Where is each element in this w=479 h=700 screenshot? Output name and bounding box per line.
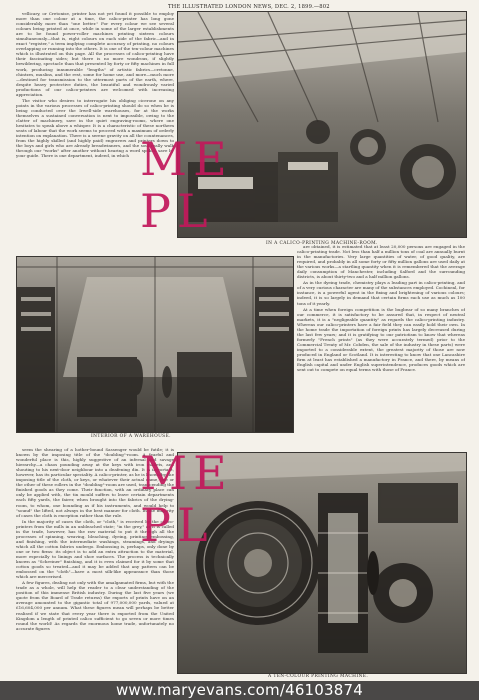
caption-warehouse: INTERIOR OF A WAREHOUSE. <box>91 434 171 439</box>
paragraph: A few figures, dealing not only with the amalgamated firms, but with the trade as a whole, will help the reader to a clear understanding of the position of this immense British industry. During the last five years (we quote from the Board of Trade returns) the exports of prints have on an average amounted to the gigantic total of 977,000,000 yards, valued at £16,604,000 per annum. What these figures mean will perhaps be better realised if we state that every year there is exported from the United Kingdom a length of printed calico sufficient to go seven or more times round the world! As regards the enormous home trade, unfortunately no accurate figures <box>16 580 174 631</box>
paragraph: As in the dyeing trade, chemistry plays a leading part in calico-printing, and of a very curious character are many of the substances employed. Cochineal, for instance, is a powerful agent in the fixing and brightening of various colours; indeed, it is so largely in demand that certain firms each use as much as 100 tons of it yearly. <box>297 280 465 306</box>
paragraph: In the majority of cases the cloth, or "cloth," is received by the calico-printers from the mills in an unbleached state; "in the grey," as it is called in the trade, however, has the raw material to put it through all the processes of spinning, weaving, bleaching, dyeing, printing, embossing, and finishing, with the intermediate washings, steamings, and dryings which all the cotton fabrics undergo. Embossing is, perhaps, only done by one or two firms: its object is to add an extra attraction to the material, more especially to linings and shoe surfaces. The process is technically known as "Schreiner" finishing, and it is even claimed for it by some that cotton goods so treated—and it may be added that any pattern can be embossed on the "cloth"—have a most silk-like appearance than those which are mercerised. <box>16 518 174 580</box>
photo-warehouse <box>16 256 294 433</box>
footer-watermark-url: www.maryevans.com/46103874 <box>0 681 479 700</box>
watermark-letters: PL <box>140 184 214 238</box>
caption-printing-machine: A TEN-COLOUR PRINTING MACHINE. <box>268 674 369 679</box>
watermark-mepl-bottom <box>140 446 233 552</box>
paragraph: seem the shearing of a hother-bound Sassenger would be futile; it is known by the imposing title of the "doubling"-room. A fearful and wonderful place is this, highly suggestive of an infernal and savage hierarchy—a chaos pounding away at the keys with iron mallets, and shouting to his next-door neighbour into a deafening din. It is important, however, has its particular speciality. A calico-printer, as he is known by the imposing title of the cloth, or keys, or whatever their actual name, one or the other of these rollers in the "doubling"-room are used, transcending the finished goods as they come. Their function, with an ordinary place can only be applied with, the tin mould suffers to leave certain departments each fifty yards, the fairer, when brought into the fabrics of the drying-room, to whom, one bounding as if his instruments, and would help to "sound" the lifted, not always in the best manner for cloth. In the majority of cases the cloth is exception rather than the rule. <box>16 447 174 518</box>
caption-machine-room: IN A CALICO-PRINTING MACHINE-ROOM. <box>266 241 378 246</box>
watermark-letters: ME <box>140 446 233 500</box>
watermark-letters: PL <box>140 498 214 552</box>
watermark-letters: ME <box>140 132 233 186</box>
watermark-mepl-top <box>140 132 233 238</box>
article-column-right-middle <box>297 244 465 451</box>
paragraph: At a time when foreign competition is the bugbear of so many branches of our commerce, it is satisfactory to be assured that, in respect of neutral markets, it is a "negligeable quantity" as regards the calico-printing industry. Whereas our calico-printers have a fair field they can easily hold their own. In the home trade the importation of foreign prints has largely decreased during the last few years; and it is gratifying to our patriotism to know that whereas formerly "French prints" (as they were accurately termed) prior to the Commercial Treaty of Mr. Cobden, the sale of the industry in these parts) were imported to a considerable extent, the greatest majority of those are now produced in England or Scotland. It is interesting to know that one Lancashire firm at least has established a manufactory in France, and there, by means of English capital and under English superintendence, produces goods which are sent out to compete on equal terms with those of France. <box>297 306 465 373</box>
page-header: THE ILLUSTRATED LONDON NEWS, DEC. 2, 1899.—802 <box>168 4 330 10</box>
paragraph: The visitor who desires to interrogate his obliging cicerone on any points in the various processes of calico-printing should do so when he is being conducted over the Irwell-side warehouses, for at the works themselves a sustained conversation is next to impossible, owing to the clatter of machinery, save in the quiet engraving-rooms, where one hesitates to speak above a whisper. It is a characteristic of these northern seats of labour that the work seems to proceed with a maximum of orderly intention on explanation. There is a serene gravity on all the countenances, from the highly skilled (and highly paid) engravers and printers down to the boys and girls who are already breadwinners, and the soul really walk through our "works" after another without hearing a word spoken save by your guide. There is one department, indeed, in which <box>16 97 174 159</box>
paragraph: are obtained, it is estimated that at least 20,000 persons are engaged in the calico-printing trade. Not less than half a million tons of coal are annually burnt in the manufactories. Very large quantities of water, of good quality, are required, and probably in all some forty or fifty million gallons are used daily at the various works—a startling quantity when it is remembered that the average daily consumption of Manchester, including Salford and the surrounding districts, is about thirty-two and a half million gallons. <box>297 244 465 280</box>
paragraph: vellicary, or Cretonise, printer has not yet found it possible to employ more than one colour at a time, the calico-printer has long gone considerably more than "one better." For every colour we see several colours being printed at once, while in some of the larger establishments are to be found power-roller machines printing sixteen colours simultaneously—that is, eight colours on each side of the fabric—and in exact "register," a term implying complete accuracy of printing, no colours overlapping or running into the others. It is one of the ten-colour machines which is illustrated on this page. All the processes of calico-printing have their fascinating sides; but there is no more wondrous, if slightly bewildering, spectacle than that presented by forty or fifty machines in full work, producing innumerable "lengths" of artistic fabrics—cretonne, chintzes, muslins, and the rest, some for home use, and more—much more—destined for transmission to the uttermost parts of the earth, where, despite heavy protective duties, the beautiful and wondrously varied productions of our calico-printers are welcomed with increasing appreciation. <box>16 11 174 97</box>
